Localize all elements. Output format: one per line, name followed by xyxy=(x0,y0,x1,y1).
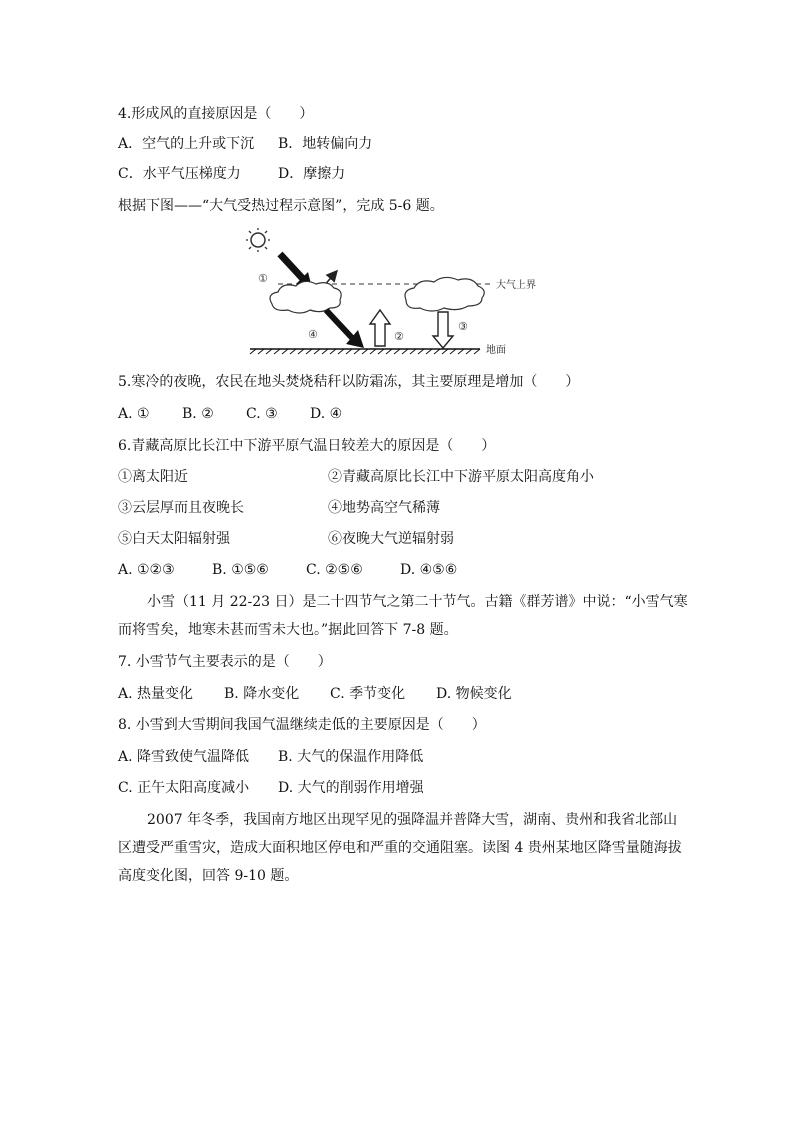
atmosphere-heating-diagram xyxy=(234,226,544,358)
q6-item-1: ①离太阳近 xyxy=(118,469,188,485)
q5-option-b: B. ② xyxy=(182,406,214,422)
q7-option-b: B. 降水变化 xyxy=(224,686,300,702)
intro-5-6: 根据下图——“大气受热过程示意图”，完成 5-6 题。 xyxy=(118,198,444,214)
passage-7-8: 小雪（11 月 22-23 日）是二十四节气之第二十节气。古籍《群芳谱》中说：“小雪气寒而将雪矣，地寒未甚而雪未大也。”据此回答下 7-8 题。 xyxy=(118,594,688,638)
q6-options xyxy=(118,560,457,580)
arrow-3 xyxy=(433,312,453,348)
q8-stem: 8. 小雪到大雪期间我国气温继续走低的主要原因是（ ） xyxy=(118,717,486,733)
upper-boundary-label: 大气上界 xyxy=(496,280,536,291)
q4-options-row2 xyxy=(118,164,345,184)
q6-item-6: ⑥夜晚大气逆辐射弱 xyxy=(328,531,454,547)
q6-item-4: ④地势高空气稀薄 xyxy=(328,500,440,516)
arrow-2 xyxy=(370,310,390,346)
q6-items-row3 xyxy=(118,529,454,549)
q5-options xyxy=(118,404,342,424)
q6-item-2: ②青藏高原比长江中下游平原太阳高度角小 xyxy=(328,469,594,485)
label-1: ① xyxy=(258,272,268,285)
q8-option-a: A. 降雪致使气温降低 xyxy=(118,749,250,765)
cloud-right-icon xyxy=(405,277,484,311)
ground-label: 地面 xyxy=(486,345,506,356)
passage-9-10: 2007 年冬季，我国南方地区出现罕见的强降温并普降大雪，湖南、贵州和我省北部山区遭受严重雪灾，造成大面积地区停电和严重的交通阻塞。读图 4 贵州某地区降雪量随海拔高度变化图，回答 9-10 题。 xyxy=(118,812,682,884)
q5-option-c: C. ③ xyxy=(246,406,278,422)
q4-option-d: D．摩擦力 xyxy=(278,166,346,182)
q6-option-c: C. ②⑤⑥ xyxy=(306,562,363,578)
q6-item-5: ⑤白天太阳辐射强 xyxy=(118,531,230,547)
q6-option-b: B. ①⑤⑥ xyxy=(212,562,269,578)
q6-item-3: ③云层厚而且夜晚长 xyxy=(118,500,244,516)
q6-option-d: D. ④⑤⑥ xyxy=(400,562,458,578)
q6-items-row1 xyxy=(118,467,594,487)
q6-option-a: A. ①②③ xyxy=(118,562,175,578)
q5-stem: 5.寒冷的夜晚，农民在地头焚烧秸秆以防霜冻，其主要原理是增加（ ） xyxy=(118,374,580,390)
label-3: ③ xyxy=(458,320,468,333)
q8-options-row1 xyxy=(118,747,423,767)
q7-options xyxy=(118,684,512,704)
q4-option-b: B．地转偏向力 xyxy=(278,136,373,152)
q8-option-c: C. 正午太阳高度减小 xyxy=(118,780,250,796)
q4-options-row1 xyxy=(118,134,372,154)
q5-option-d: D. ④ xyxy=(310,406,343,422)
q8-option-d: D. 大气的削弱作用增强 xyxy=(278,780,424,796)
cloud-left-icon xyxy=(270,281,341,313)
q8-options-row2 xyxy=(118,778,424,798)
q4-option-c: C．水平气压梯度力 xyxy=(118,166,241,182)
q7-stem: 7. 小雪节气主要表示的是（ ） xyxy=(118,654,332,670)
q5-option-a: A. ① xyxy=(118,406,150,422)
q6-items-row2 xyxy=(118,498,440,518)
solar-radiation-arrow xyxy=(280,254,304,280)
q4-stem: 4.形成风的直接原因是（ ） xyxy=(118,106,314,122)
q8-option-b: B. 大气的保温作用降低 xyxy=(278,749,424,765)
q4-option-a: A．空气的上升或下沉 xyxy=(118,136,255,152)
q7-option-c: C. 季节变化 xyxy=(330,686,406,702)
label-2: ② xyxy=(394,330,404,343)
q7-option-a: A. 热量变化 xyxy=(118,686,194,702)
q6-stem: 6.青藏高原比长江中下游平原气温日较差大的原因是（ ） xyxy=(118,438,496,454)
arrow-4 xyxy=(326,310,354,340)
q7-option-d: D. 物候变化 xyxy=(436,686,512,702)
label-4: ④ xyxy=(308,328,318,341)
sun-icon xyxy=(246,228,270,252)
